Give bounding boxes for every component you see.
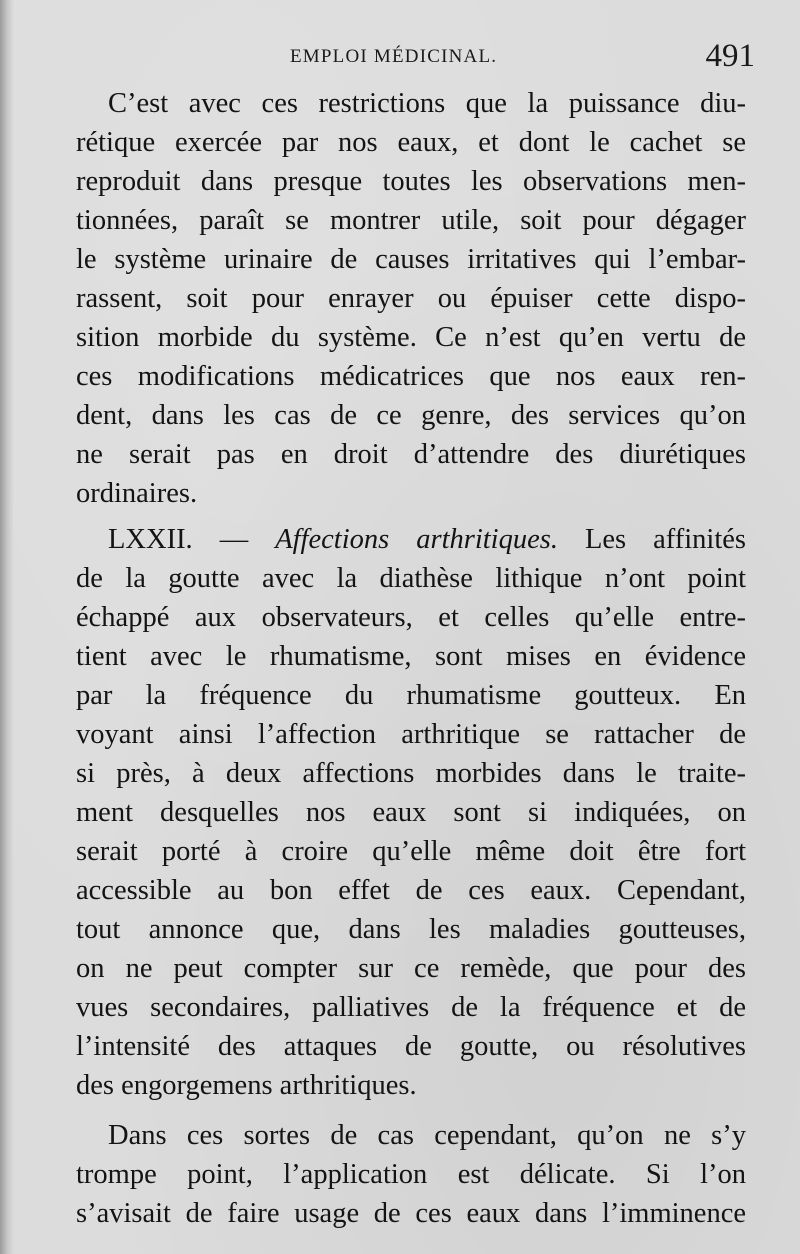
text-line: trompe point, l’application est délicate. Si l’on xyxy=(76,1159,746,1190)
text-line: par la fréquence du rhumatisme goutteux. En xyxy=(76,680,746,711)
text-line: sition morbide du système. Ce n’est qu’en vertu de xyxy=(76,322,746,353)
text-line: dent, dans les cas de ce genre, des services qu’on xyxy=(76,400,746,431)
text-line: tionnées, paraît se montrer utile, soit pour dégager xyxy=(76,205,746,236)
page-gutter-shadow xyxy=(0,0,14,1254)
text-line: C’est avec ces restrictions que la puissance diu- xyxy=(108,88,746,119)
text-line: ordinaires. xyxy=(76,478,198,509)
text-line: le système urinaire de causes irritatives qui l’embar- xyxy=(76,244,746,275)
text-line: on ne peut compter sur ce remède, que pour des xyxy=(76,953,746,984)
text-line: rassent, soit pour enrayer ou épuiser cette dispo- xyxy=(76,283,746,314)
paragraph-arthritic xyxy=(76,520,746,1105)
section-heading-line xyxy=(76,520,746,559)
section-number: LXXII. — xyxy=(108,524,249,555)
page-header xyxy=(0,38,800,82)
text-line: de la goutte avec la diathèse lithique n’ont point xyxy=(76,563,746,594)
body-text xyxy=(76,84,746,1233)
section-title: Affections arthritiques. xyxy=(275,524,558,555)
text-line: ne serait pas en droit d’attendre des diurétiques xyxy=(76,439,746,470)
text-line: reproduit dans presque toutes les observations men- xyxy=(76,166,746,197)
text-line: échappé aux observateurs, et celles qu’elle entre- xyxy=(76,602,746,633)
text-line: voyant ainsi l’affection arthritique se rattacher de xyxy=(76,719,746,750)
text-line: ment desquelles nos eaux sont si indiquées, on xyxy=(76,797,746,828)
text-line: s’avisait de faire usage de ces eaux dans l’imminence xyxy=(76,1198,746,1229)
text-line: accessible au bon effet de ces eaux. Cependant, xyxy=(76,875,746,906)
text-line: rétique exercée par nos eaux, et dont le cachet se xyxy=(76,127,746,158)
paragraph-diuretic xyxy=(76,84,746,513)
text-line: ces modifications médicatrices que nos eaux ren- xyxy=(76,361,746,392)
text-line: des engorgemens arthritiques. xyxy=(76,1070,417,1101)
text-line: Dans ces sortes de cas cependant, qu’on ne s’y xyxy=(108,1120,746,1151)
text-line: tient avec le rhumatisme, sont mises en évidence xyxy=(76,641,746,672)
page-number: 491 xyxy=(705,38,755,74)
text-line: tout annonce que, dans les maladies goutteuses, xyxy=(76,914,746,945)
running-head: EMPLOI MÉDICINAL. xyxy=(290,46,498,67)
text-line: si près, à deux affections morbides dans le traite- xyxy=(76,758,746,789)
text-fragment: Les affinités xyxy=(584,524,747,555)
text-line: serait porté à croire qu’elle même doit être fort xyxy=(76,836,746,867)
paragraph-application xyxy=(76,1116,746,1233)
text-line: l’intensité des attaques de goutte, ou résolutives xyxy=(76,1031,746,1062)
text-line: vues secondaires, palliatives de la fréquence et de xyxy=(76,992,746,1023)
